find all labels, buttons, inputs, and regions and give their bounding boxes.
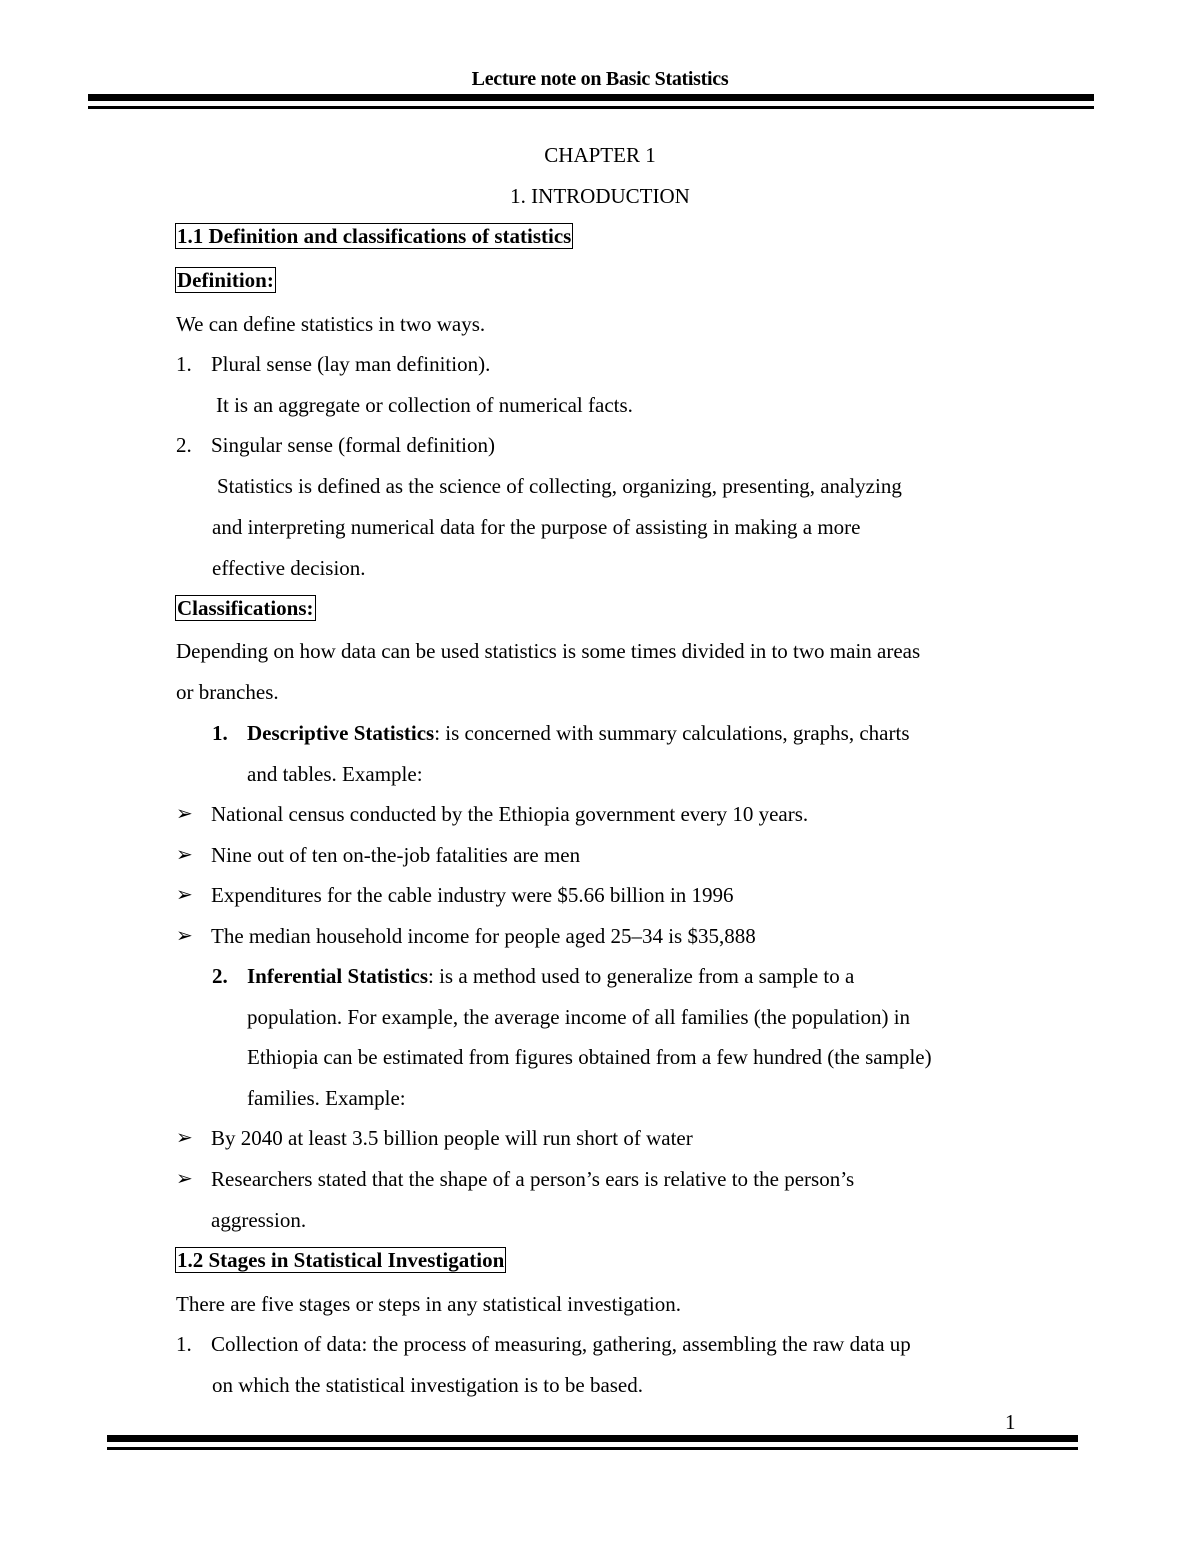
header-rule-thin [88,106,1094,109]
list-number: 2. [176,433,192,457]
chapter-title: 1. INTRODUCTION [510,184,690,208]
running-header: Lecture note on Basic Statistics [471,68,729,90]
arrowhead-bullet-icon: ➢ [176,1127,193,1149]
definition-text: and tables. Example: [247,762,423,786]
descriptive-statistics-item [247,720,910,746]
term: Descriptive Statistics [247,721,435,745]
footer-rule-thick [107,1435,1078,1442]
example-item: By 2040 at least 3.5 billion people will run short of water [211,1126,693,1150]
list-item-detail: It is an aggregate or collection of numerical facts. [216,393,633,417]
list-number: 2. [212,964,228,988]
definition-intro: We can define statistics in two ways. [176,312,486,336]
arrowhead-bullet-icon: ➢ [176,884,193,906]
footer-rule-thin [107,1447,1078,1450]
arrowhead-bullet-icon: ➢ [176,925,193,947]
classifications-intro: Depending on how data can be used statistics is some times divided in to two main areas [176,639,921,663]
example-item: Nine out of ten on-the-job fatalities are men [211,843,581,867]
definition-text: population. For example, the average income of all families (the population) in [247,1005,911,1029]
classifications-label: Classifications: [177,596,314,620]
list-item-detail: effective decision. [212,556,366,580]
list-item-detail: Statistics is defined as the science of collecting, organizing, presenting, analyzing [217,474,902,498]
list-number: 1. [176,352,192,376]
stages-intro: There are five stages or steps in any statistical investigation. [176,1292,682,1316]
classifications-intro: or branches. [176,680,279,704]
example-item: National census conducted by the Ethiopia government every 10 years. [211,802,809,826]
arrowhead-bullet-icon: ➢ [176,1168,193,1190]
example-item: Researchers stated that the shape of a person’s ears is relative to the person’s [211,1167,855,1191]
definition-text: families. Example: [247,1086,406,1110]
example-item: The median household income for people aged 25–34 is $35,888 [211,924,756,948]
arrowhead-bullet-icon: ➢ [176,844,193,866]
arrowhead-bullet-icon: ➢ [176,803,193,825]
section-heading-1-2: 1.2 Stages in Statistical Investigation [177,1248,505,1272]
header-rule-thick [88,94,1094,101]
list-item: Collection of data: the process of measuring, gathering, assembling the raw data up [211,1332,911,1356]
page-number: 1 [1005,1410,1016,1434]
term: Inferential Statistics [247,964,429,988]
example-item: Expenditures for the cable industry were $5.66 billion in 1996 [211,883,734,907]
example-item-continuation: aggression. [211,1208,307,1232]
definition-text: Ethiopia can be estimated from figures obtained from a few hundred (the sample) [247,1045,932,1069]
definition-text: : is concerned with summary calculations, graphs, charts [434,721,910,745]
list-item-detail: and interpreting numerical data for the purpose of assisting in making a more [212,515,861,539]
definition-text: : is a method used to generalize from a sample to a [428,964,855,988]
section-heading-1-1: 1.1 Definition and classifications of statistics [177,224,572,248]
definition-label: Definition: [177,268,274,292]
list-item: Plural sense (lay man definition). [211,352,491,376]
list-number: 1. [176,1332,192,1356]
inferential-statistics-item [247,963,854,989]
list-item: Singular sense (formal definition) [211,433,496,457]
list-item: on which the statistical investigation is to be based. [212,1373,644,1397]
list-number: 1. [212,721,228,745]
chapter-label: CHAPTER 1 [544,143,656,167]
